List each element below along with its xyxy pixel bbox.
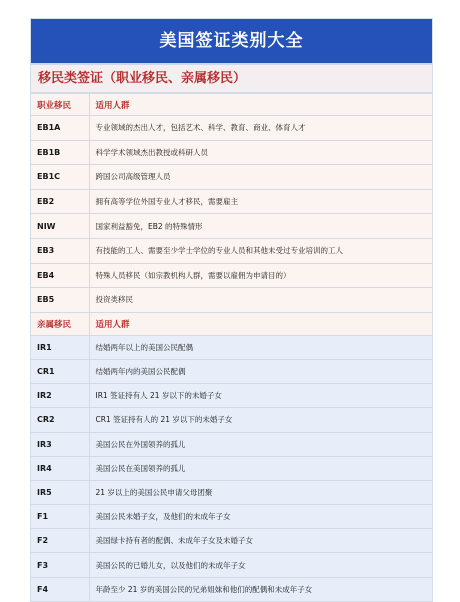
visa-code: IR2 [31,384,89,408]
header-applicable: 适用人群 [89,94,432,116]
visa-description: 特殊人员移民（如宗教机构人群，需要以雇佣为申请目的） [89,263,432,288]
visa-code: EB1B [31,140,89,165]
visa-description: 美国绿卡持有者的配偶、未成年子女及未婚子女 [89,529,432,553]
table-row [31,553,432,577]
table-row [31,577,432,601]
table-row [31,263,432,288]
table-row [31,116,432,141]
visa-code: IR3 [31,432,89,456]
visa-code: IR1 [31,335,89,359]
table-row [31,505,432,529]
table-row [31,238,432,263]
table-row [31,384,432,408]
visa-table-card [30,18,433,602]
visa-code: IR4 [31,456,89,480]
visa-code: EB1C [31,165,89,190]
section-heading: 移民类签证（职业移民、亲属移民） [31,63,432,93]
visa-code: F2 [31,529,89,553]
table-row [31,189,432,214]
visa-code: NIW [31,214,89,239]
visa-description: CR1 签证持有人的 21 岁以下的未婚子女 [89,408,432,432]
visa-description: 美国公民在外国领养的孤儿 [89,432,432,456]
table-row [31,140,432,165]
visa-code: EB1A [31,116,89,141]
visa-description: 专业领域的杰出人才，包括艺术、科学、教育、商业、体育人才 [89,116,432,141]
table-row [31,359,432,383]
visa-description: 美国公民的已婚儿女，以及他们的未成年子女 [89,553,432,577]
table-row [31,214,432,239]
table-row [31,335,432,359]
table-row [31,165,432,190]
visa-description: 美国公民未婚子女，及他们的未成年子女 [89,505,432,529]
visa-code: CR2 [31,408,89,432]
page-title: 美国签证类别大全 [31,19,432,63]
visa-description: 结婚两年内的美国公民配偶 [89,359,432,383]
visa-description: 结婚两年以上的美国公民配偶 [89,335,432,359]
visa-description: 科学学术领域杰出教授或科研人员 [89,140,432,165]
visa-code: F4 [31,577,89,601]
table-header-row [31,94,432,116]
visa-code: F1 [31,505,89,529]
table-row [31,529,432,553]
header-category: 亲属移民 [31,312,89,335]
employment-table [31,93,432,312]
visa-description: 拥有高等学位外国专业人才移民，需要雇主 [89,189,432,214]
visa-description: 年龄至少 21 岁的美国公民的兄弟姐妹和他们的配偶和未成年子女 [89,577,432,601]
table-row [31,456,432,480]
visa-code: F3 [31,553,89,577]
visa-code: IR5 [31,480,89,504]
visa-description: 国家利益豁免，EB2 的特殊情形 [89,214,432,239]
visa-description: 有技能的工人、需要至少学士学位的专业人员和其他未受过专业培训的工人 [89,238,432,263]
header-category: 职业移民 [31,94,89,116]
table-header-row [31,312,432,335]
visa-description: 跨国公司高级管理人员 [89,165,432,190]
table-row [31,408,432,432]
table-row [31,288,432,312]
table-row [31,480,432,504]
visa-code: EB5 [31,288,89,312]
visa-code: EB4 [31,263,89,288]
visa-description: IR1 签证持有人 21 岁以下的未婚子女 [89,384,432,408]
visa-description: 投资类移民 [89,288,432,312]
visa-code: CR1 [31,359,89,383]
table-row [31,432,432,456]
visa-description: 美国公民在美国领养的孤儿 [89,456,432,480]
visa-code: EB2 [31,189,89,214]
family-table [31,312,432,601]
visa-description: 21 岁以上的美国公民申请父母团聚 [89,480,432,504]
header-applicable: 适用人群 [89,312,432,335]
visa-code: EB3 [31,238,89,263]
